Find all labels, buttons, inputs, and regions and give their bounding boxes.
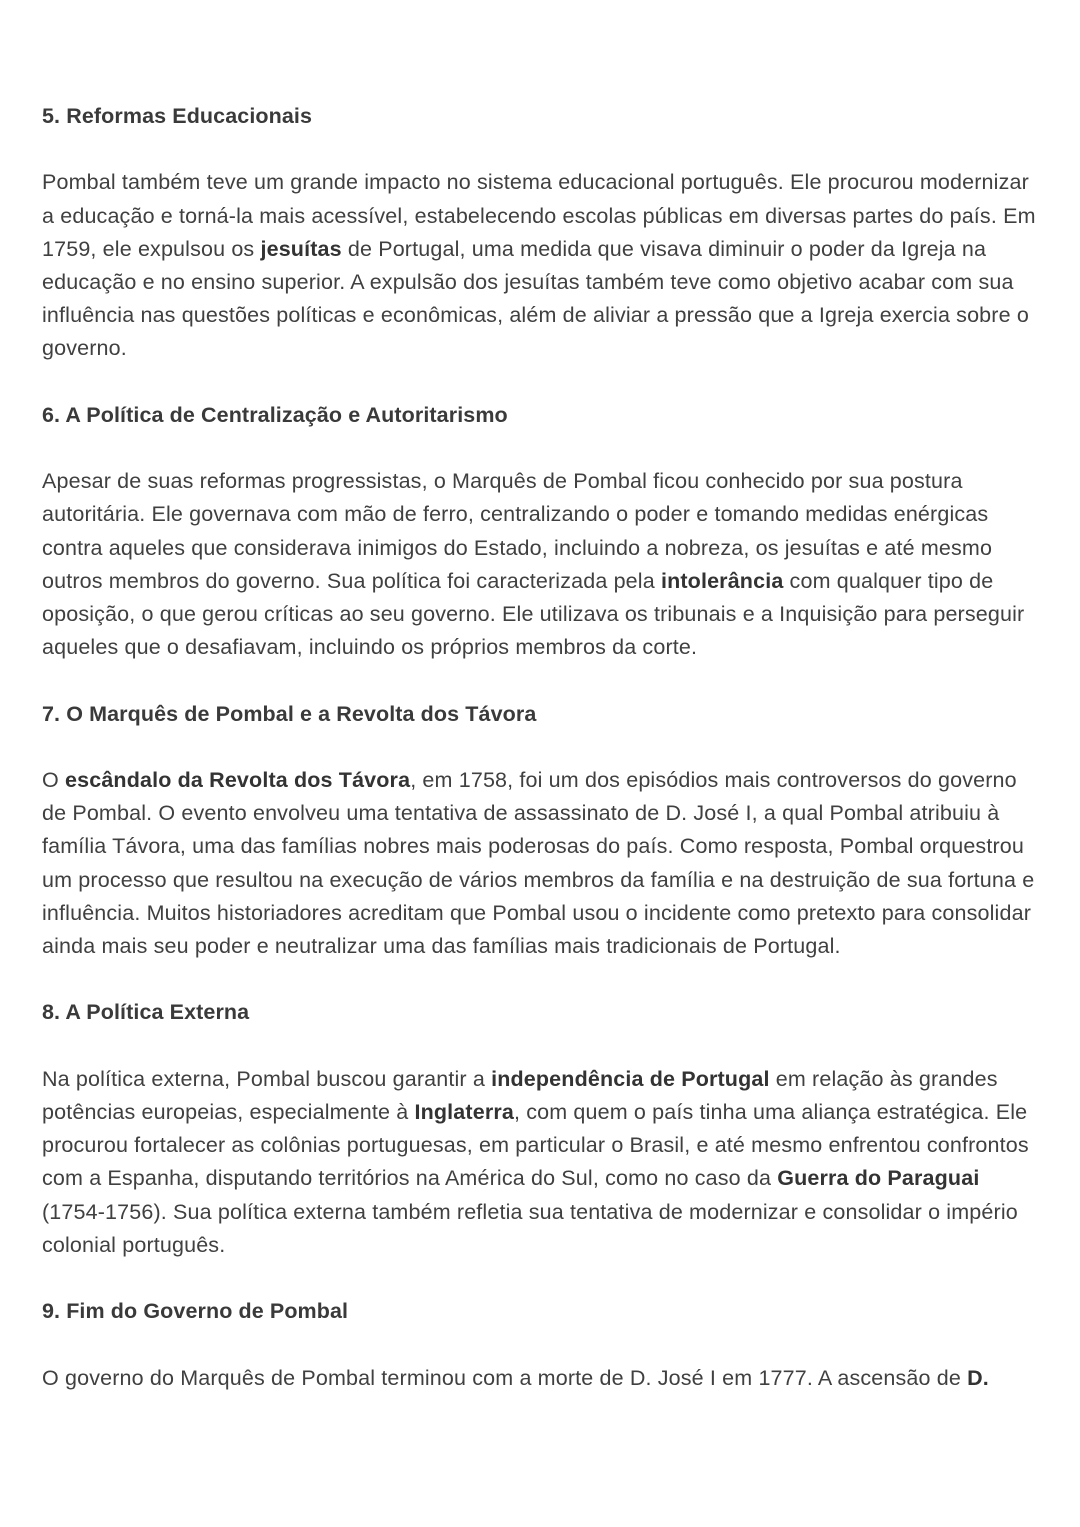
text-run: O <box>42 767 65 792</box>
bold-term-independencia-portugal: independência de Portugal <box>491 1066 770 1091</box>
section-heading-revolta-tavora: 7. O Marquês de Pombal e a Revolta dos Távora <box>42 701 537 726</box>
section-heading-politica-externa: 8. A Política Externa <box>42 1000 250 1025</box>
bold-term-intolerancia: intolerância <box>660 568 784 593</box>
bold-term-d: D. <box>967 1365 989 1390</box>
section-paragraph-centralizacao-autoritarismo <box>42 465 1042 664</box>
section-heading-reformas-educacionais: 5. Reformas Educacionais <box>42 104 313 128</box>
section-heading-centralizacao-autoritarismo: 6. A Política de Centralização e Autoritarismo <box>42 402 508 427</box>
text-run: Na política externa, Pombal buscou garantir a <box>42 1066 492 1091</box>
text-run: (1754-1756). Sua política externa também refletia sua tentativa de modernizar e consolidar o império colonial português. <box>42 1199 1018 1257</box>
text-run: com qualquer tipo de oposição, o que gerou críticas ao seu governo. Ele utilizava os tribunais e a Inquisição para perseguir aqueles que o desafiavam, incluindo os próprios membros da corte. <box>42 568 1025 660</box>
bold-term-guerra-paraguai: Guerra do Paraguai <box>777 1166 980 1191</box>
section-paragraph-reformas-educacionais <box>42 166 1042 365</box>
text-run: , em 1758, foi um dos episódios mais controversos do governo de Pombal. O evento envolveu uma tentativa de assassinato de D. José I, a qual Pombal atribuiu à família Távora, uma das famílias nobres mais poderosas do país. Como resposta, Pombal orquestrou um processo que resultou na execução de vários membros da família e na destruição de sua fortuna e influência. Muitos historiadores acreditam que Pombal usou o incidente como pretexto para consolidar ainda mais seu poder e neutralizar uma das famílias mais tradicionais de Portugal. <box>42 767 1035 958</box>
text-run: em relação às grandes potências europeias, especialmente à <box>42 1066 998 1124</box>
text-run: , com quem o país tinha uma aliança estratégica. Ele procurou fortalecer as colônias portuguesas, em particular o Brasil, e até mesmo enfrentou confrontos com a Espanha, disputando territórios na América do Sul, como no caso da <box>42 1099 1029 1191</box>
section-heading-fim-governo: 9. Fim do Governo de Pombal <box>42 1299 349 1324</box>
bold-term-inglaterra: Inglaterra <box>414 1099 514 1124</box>
text-run: de Portugal, uma medida que visava diminuir o poder da Igreja na educação e no ensino superior. A expulsão dos jesuítas também teve como objetivo acabar com sua influência nas questões políticas e econômicas, além de aliviar a pressão que a Igreja exercia sobre o governo. <box>42 236 1029 361</box>
bold-term-jesuitas: jesuítas <box>260 236 342 261</box>
section-paragraph-politica-externa <box>42 1063 1042 1262</box>
document-body <box>42 100 1042 1428</box>
text-run: O governo do Marquês de Pombal terminou com a morte de D. José I em 1777. A ascensão de <box>42 1365 968 1390</box>
text-run: Pombal também teve um grande impacto no sistema educacional português. Ele procurou modernizar a educação e torná-la mais acessível, estabelecendo escolas públicas em diversas partes do país. Em 1759, ele expulsou os <box>42 170 1036 261</box>
section-paragraph-fim-governo <box>42 1362 1042 1395</box>
section-paragraph-revolta-tavora <box>42 764 1042 963</box>
text-run: Apesar de suas reformas progressistas, o Marquês de Pombal ficou conhecido por sua postura autoritária. Ele governava com mão de ferro, centralizando o poder e tomando medidas enérgicas contra aqueles que considerava inimigos do Estado, incluindo a nobreza, os jesuítas e até mesmo outros membros do governo. Sua política foi caracterizada pela <box>42 469 993 593</box>
bold-term-escandalo-tavora: escândalo da Revolta dos Távora <box>65 767 411 792</box>
